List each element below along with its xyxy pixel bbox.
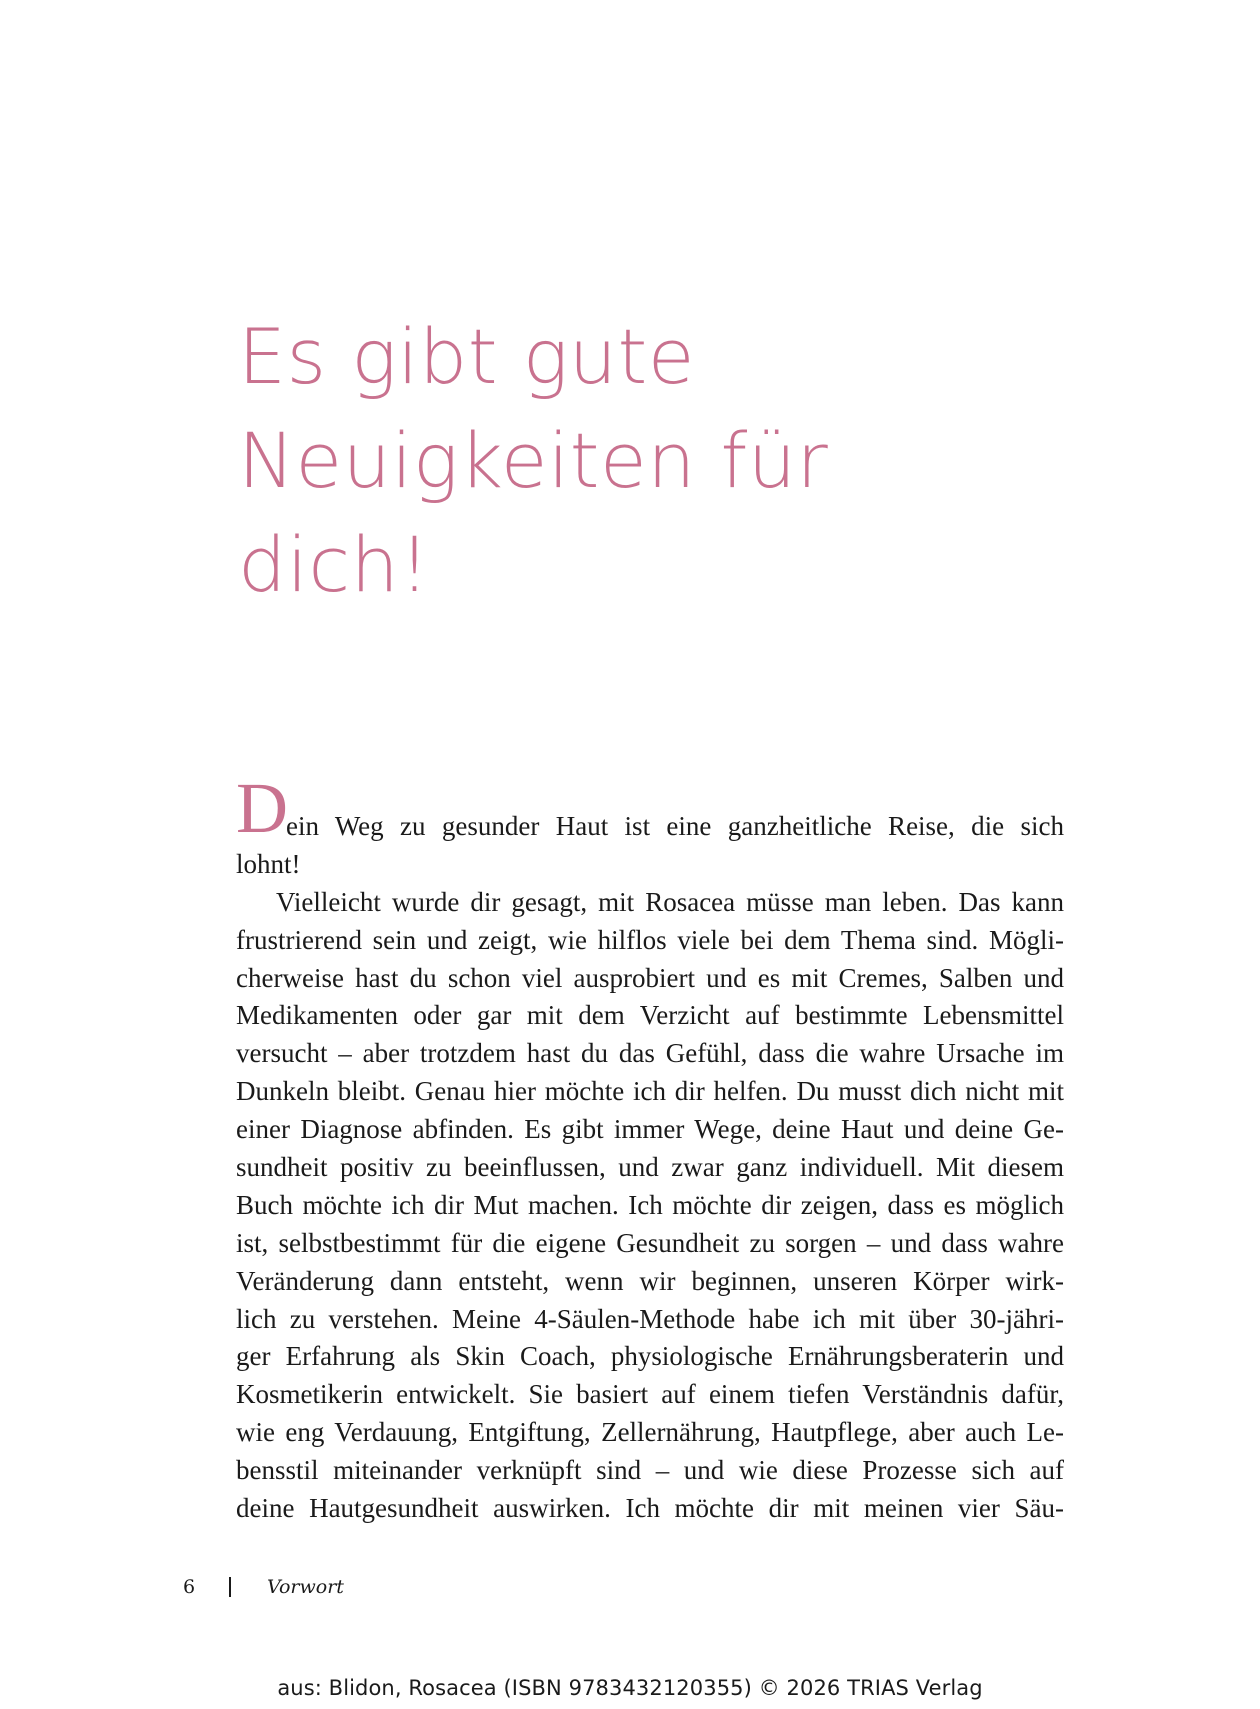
footer-separator: [229, 1577, 231, 1597]
body-line: Veränderung dann entsteht, wenn wir beginnen, unseren Körper wirk-: [236, 1265, 1064, 1296]
body-line: ger Erfahrung als Skin Coach, physiologische Ernährungsberaterin und: [236, 1341, 1064, 1372]
chapter-title: [238, 305, 998, 617]
drop-cap: D: [236, 768, 288, 848]
chapter-title-line-1: Es gibt gute: [238, 312, 696, 401]
chapter-title-line-3: dich!: [238, 520, 431, 609]
body-line: ein Weg zu gesunder Haut ist eine ganzheitliche Reise, die sich: [286, 811, 1064, 841]
body-line: bensstil miteinander verknüpft sind – und wie diese Prozesse sich auf: [236, 1455, 1064, 1486]
body-line: frustrierend sein und zeigt, wie hilflos viele bei dem Thema sind. Mögli-: [236, 924, 1064, 955]
body-line: Kosmetikerin entwickelt. Sie basiert auf einem tiefen Verständnis dafür,: [236, 1379, 1064, 1410]
body-line: lich zu verstehen. Meine 4-Säulen-Methode habe ich mit über 30-jähri-: [236, 1303, 1064, 1334]
body-line: versucht – aber trotzdem hast du das Gefühl, dass die wahre Ursache im: [236, 1038, 1064, 1069]
section-name: Vorwort: [267, 1576, 344, 1598]
page-footer: [183, 1576, 344, 1598]
body-line: ist, selbstbestimmt für die eigene Gesundheit zu sorgen – und dass wahre: [236, 1227, 1064, 1258]
body-line: lohnt!: [236, 848, 301, 879]
body-line: einer Diagnose abfinden. Es gibt immer Wege, deine Haut und deine Ge-: [236, 1114, 1064, 1145]
chapter-title-line-2: Neuigkeiten für: [238, 416, 829, 505]
body-line: sundheit positiv zu beeinflussen, und zwar ganz individuell. Mit diesem: [236, 1152, 1064, 1183]
copyright-notice: aus: Blidon, Rosacea (ISBN 9783432120355) © 2026 TRIAS Verlag: [277, 1676, 983, 1700]
page-number: 6: [183, 1576, 196, 1598]
body-line: deine Hautgesundheit auswirken. Ich möchte dir mit meinen vier Säu-: [236, 1493, 1064, 1524]
body-line: Medikamenten oder gar mit dem Verzicht auf bestimmte Lebensmittel: [236, 1000, 1064, 1031]
body-line: Dunkeln bleibt. Genau hier möchte ich dir helfen. Du musst dich nicht mit: [236, 1076, 1064, 1107]
body-line: wie eng Verdauung, Entgiftung, Zellernährung, Hautpflege, aber auch Le-: [236, 1417, 1064, 1448]
body-line: Vielleicht wurde dir gesagt, mit Rosacea müsse man leben. Das kann: [276, 886, 1064, 917]
body-paragraphs: [236, 808, 1064, 1528]
body-line: Buch möchte ich dir Mut machen. Ich möchte dir zeigen, dass es möglich: [236, 1189, 1064, 1220]
body-line: cherweise hast du schon viel ausprobiert und es mit Cremes, Salben und: [236, 962, 1064, 993]
